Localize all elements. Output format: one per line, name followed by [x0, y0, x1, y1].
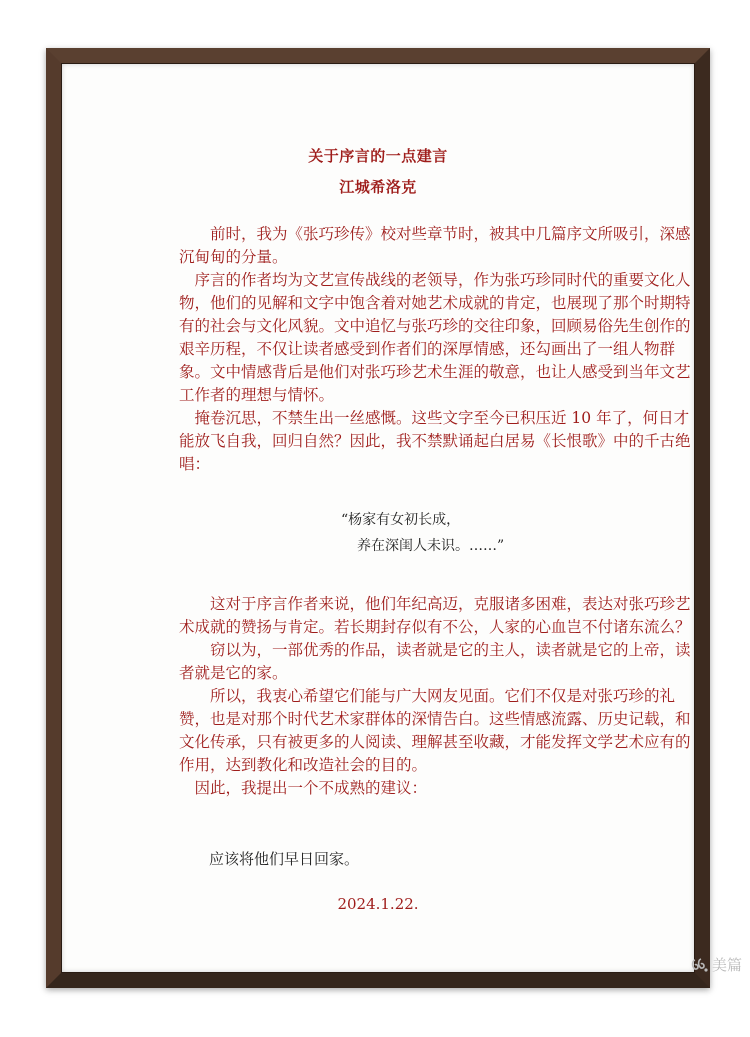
poem-quote-line-1: “杨家有女初长成， [341, 512, 461, 528]
watermark [691, 954, 742, 975]
document-date: 2024.1.22. [337, 895, 419, 913]
paragraph-7: 因此，我提出一个不成熟的建议： [194, 779, 428, 797]
paragraph-3: 掩卷沉思，不禁生出一丝感慨。这些文字至今已积压近 10 年了，何日才能放飞自我，回归自然？因此，我不禁默诵起白居易《长恨歌》中的千古绝唱： [179, 409, 691, 473]
paragraph-2: 序言的作者均为文艺宣传战线的老领导，作为张巧珍同时代的重要文化人物，他们的见解和文字中饱含着对她艺术成就的肯定，也展现了那个时期特有的社会与文化风貌。文中追忆与张巧珍的交往印象，回顾易俗先生创作的艰辛历程，不仅让读者感受到作者们的深厚情感，还勾画出了一组人物群象。文中情感背后是他们对张巧珍艺术生涯的敬意，也让人感受到当年文艺工作者的理想与情怀。 [179, 271, 691, 404]
document-page [61, 63, 695, 973]
suggestion-line: 应该将他们早日回家。 [209, 850, 360, 868]
watermark-text: 美篇 [711, 956, 742, 974]
meipian-logo-icon [691, 957, 709, 973]
paragraph-5: 窃以为，一部优秀的作品，读者就是它的主人，读者就是它的上帝，读者就是它的家。 [179, 641, 691, 682]
picture-frame [46, 48, 710, 988]
paragraph-4: 这对于序言作者来说，他们年纪高迈，克服诸多困难，表达对张巧珍艺术成就的赞扬与肯定。若长期封存似有不公，人家的心血岂不付诸东流么？ [179, 595, 691, 636]
document-author: 江城希洛克 [339, 178, 417, 196]
poem-quote-line-2: 养在深闺人未识。……” [357, 538, 505, 554]
body-section-1 [179, 223, 699, 476]
paragraph-1: 前时，我为《张巧珍传》校对些章节时，被其中几篇序文所吸引，深感沉甸甸的分量。 [179, 225, 691, 266]
paragraph-6: 所以，我衷心希望它们能与广大网友见面。它们不仅是对张巧珍的礼赞，也是对那个时代艺术家群体的深情告白。这些情感流露、历史记载，和文化传承，只有被更多的人阅读、理解甚至收藏，才能发挥文学艺术应有的作用，达到教化和改造社会的目的。 [179, 687, 691, 774]
document-title: 关于序言的一点建言 [308, 147, 448, 165]
body-section-2 [179, 593, 699, 800]
